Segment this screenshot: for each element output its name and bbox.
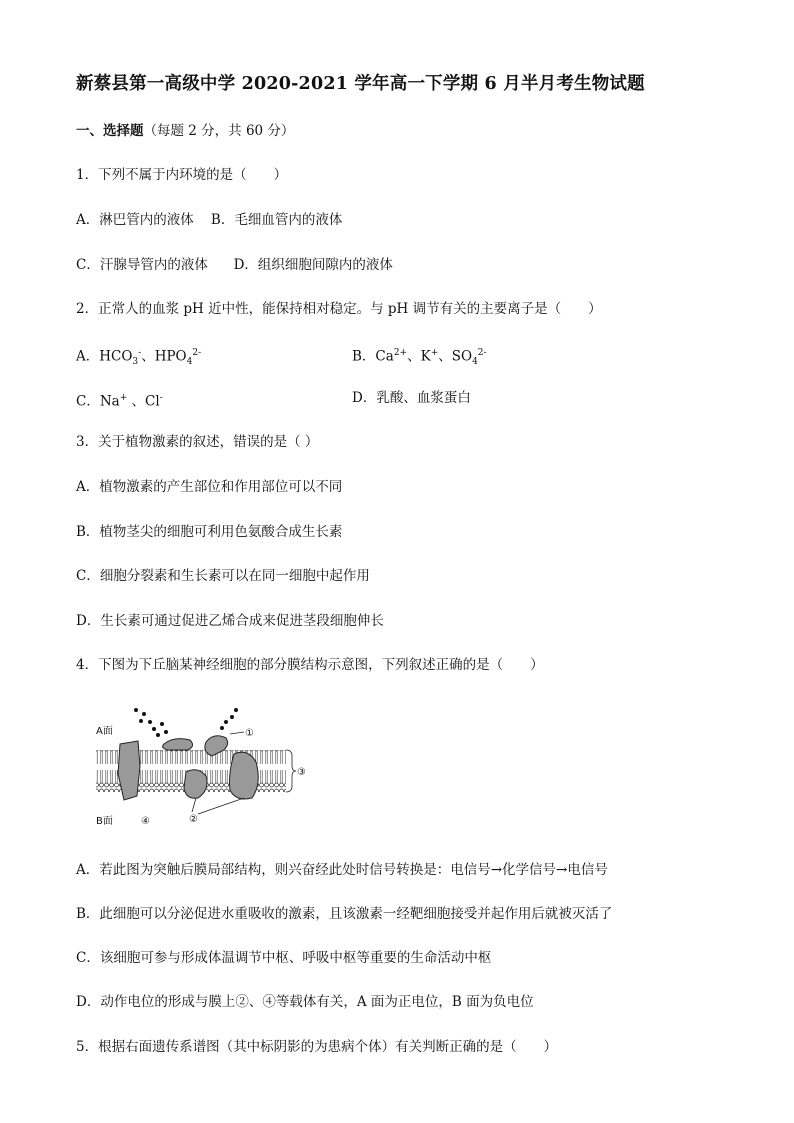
protein-2b (230, 752, 259, 799)
membrane-diagram (94, 704, 314, 830)
q1-option-d: D．组织细胞间隙内的液体 (233, 257, 393, 273)
q2-option-c: C．Na+ 、Cl- (76, 393, 163, 410)
q3-option-d: D．生长素可通过促进乙烯合成来促进茎段细胞伸长 (76, 613, 384, 629)
label-a-face: A面 (96, 726, 113, 737)
q1-stem: 1．下列不属于内环境的是（ ） (76, 167, 288, 183)
q4-option-d: D．动作电位的形成与膜上②、④等载体有关，A 面为正电位，B 面为负电位 (76, 994, 534, 1010)
q3-option-b: B．植物茎尖的细胞可利用色氨酸合成生长素 (76, 524, 343, 540)
label-b-face: B面 (96, 816, 113, 827)
q1-option-b: B．毛细血管内的液体 (210, 212, 343, 228)
q1-options-cd (76, 255, 393, 275)
q2-stem: 2．正常人的血浆 pH 近中性，能保持相对稳定。与 pH 调节有关的主要离子是（ ） (76, 301, 602, 317)
q1-option-c: C．汗腺导管内的液体 (76, 257, 208, 273)
protein-2a (184, 770, 207, 799)
q2-option-d: D．乳酸、血浆蛋白 (352, 390, 471, 406)
membrane-diagram-svg (94, 704, 314, 830)
q4-option-c: C．该细胞可参与形成体温调节中枢、呼吸中枢等重要的生命活动中枢 (76, 950, 492, 966)
marker-3: ③ (297, 767, 306, 778)
protein-receptor-left (163, 739, 193, 750)
marker-4: ④ (141, 816, 150, 827)
exam-title: 新蔡县第一高级中学 2020-2021 学年高一下学期 6 月半月考生物试题 (76, 74, 645, 94)
q5-stem: 5．根据右面遗传系谱图（其中标阴影的为患病个体）有关判断正确的是（ ） (76, 1039, 558, 1055)
section-title: 一、选择题 (76, 123, 144, 139)
q3-option-a: A．植物激素的产生部位和作用部位可以不同 (76, 479, 343, 495)
q1-option-a: A．淋巴管内的液体 (76, 212, 194, 228)
signal-molecules (134, 708, 238, 737)
marker-1: ① (245, 728, 254, 739)
q1-options-ab (76, 210, 342, 230)
q3-stem: 3．关于植物激素的叙述，错误的是（ ） (76, 434, 319, 450)
q4-option-b: B．此细胞可以分泌促进水重吸收的激素，且该激素一经靶细胞接受并起作用后就被灭活了 (76, 906, 613, 922)
section-heading (76, 121, 294, 141)
section-note: （每题 2 分，共 60 分） (143, 123, 295, 139)
q2-option-a: A．$HCO_3^-$、$HPO_4^{2-}$ (76, 348, 202, 368)
q3-option-c: C．细胞分裂素和生长素可以在同一细胞中起作用 (76, 568, 370, 584)
marker-2: ② (189, 814, 198, 825)
q2-option-b: B．$Ca^{2+}$、K+、$SO_4^{2-}$ (352, 348, 487, 368)
q4-stem: 4．下图为下丘脑某神经细胞的部分膜结构示意图，下列叙述正确的是（ ） (76, 657, 544, 673)
q4-option-a: A．若此图为突触后膜局部结构，则兴奋经此处时信号转换是：电信号→化学信号→电信号 (76, 862, 608, 878)
